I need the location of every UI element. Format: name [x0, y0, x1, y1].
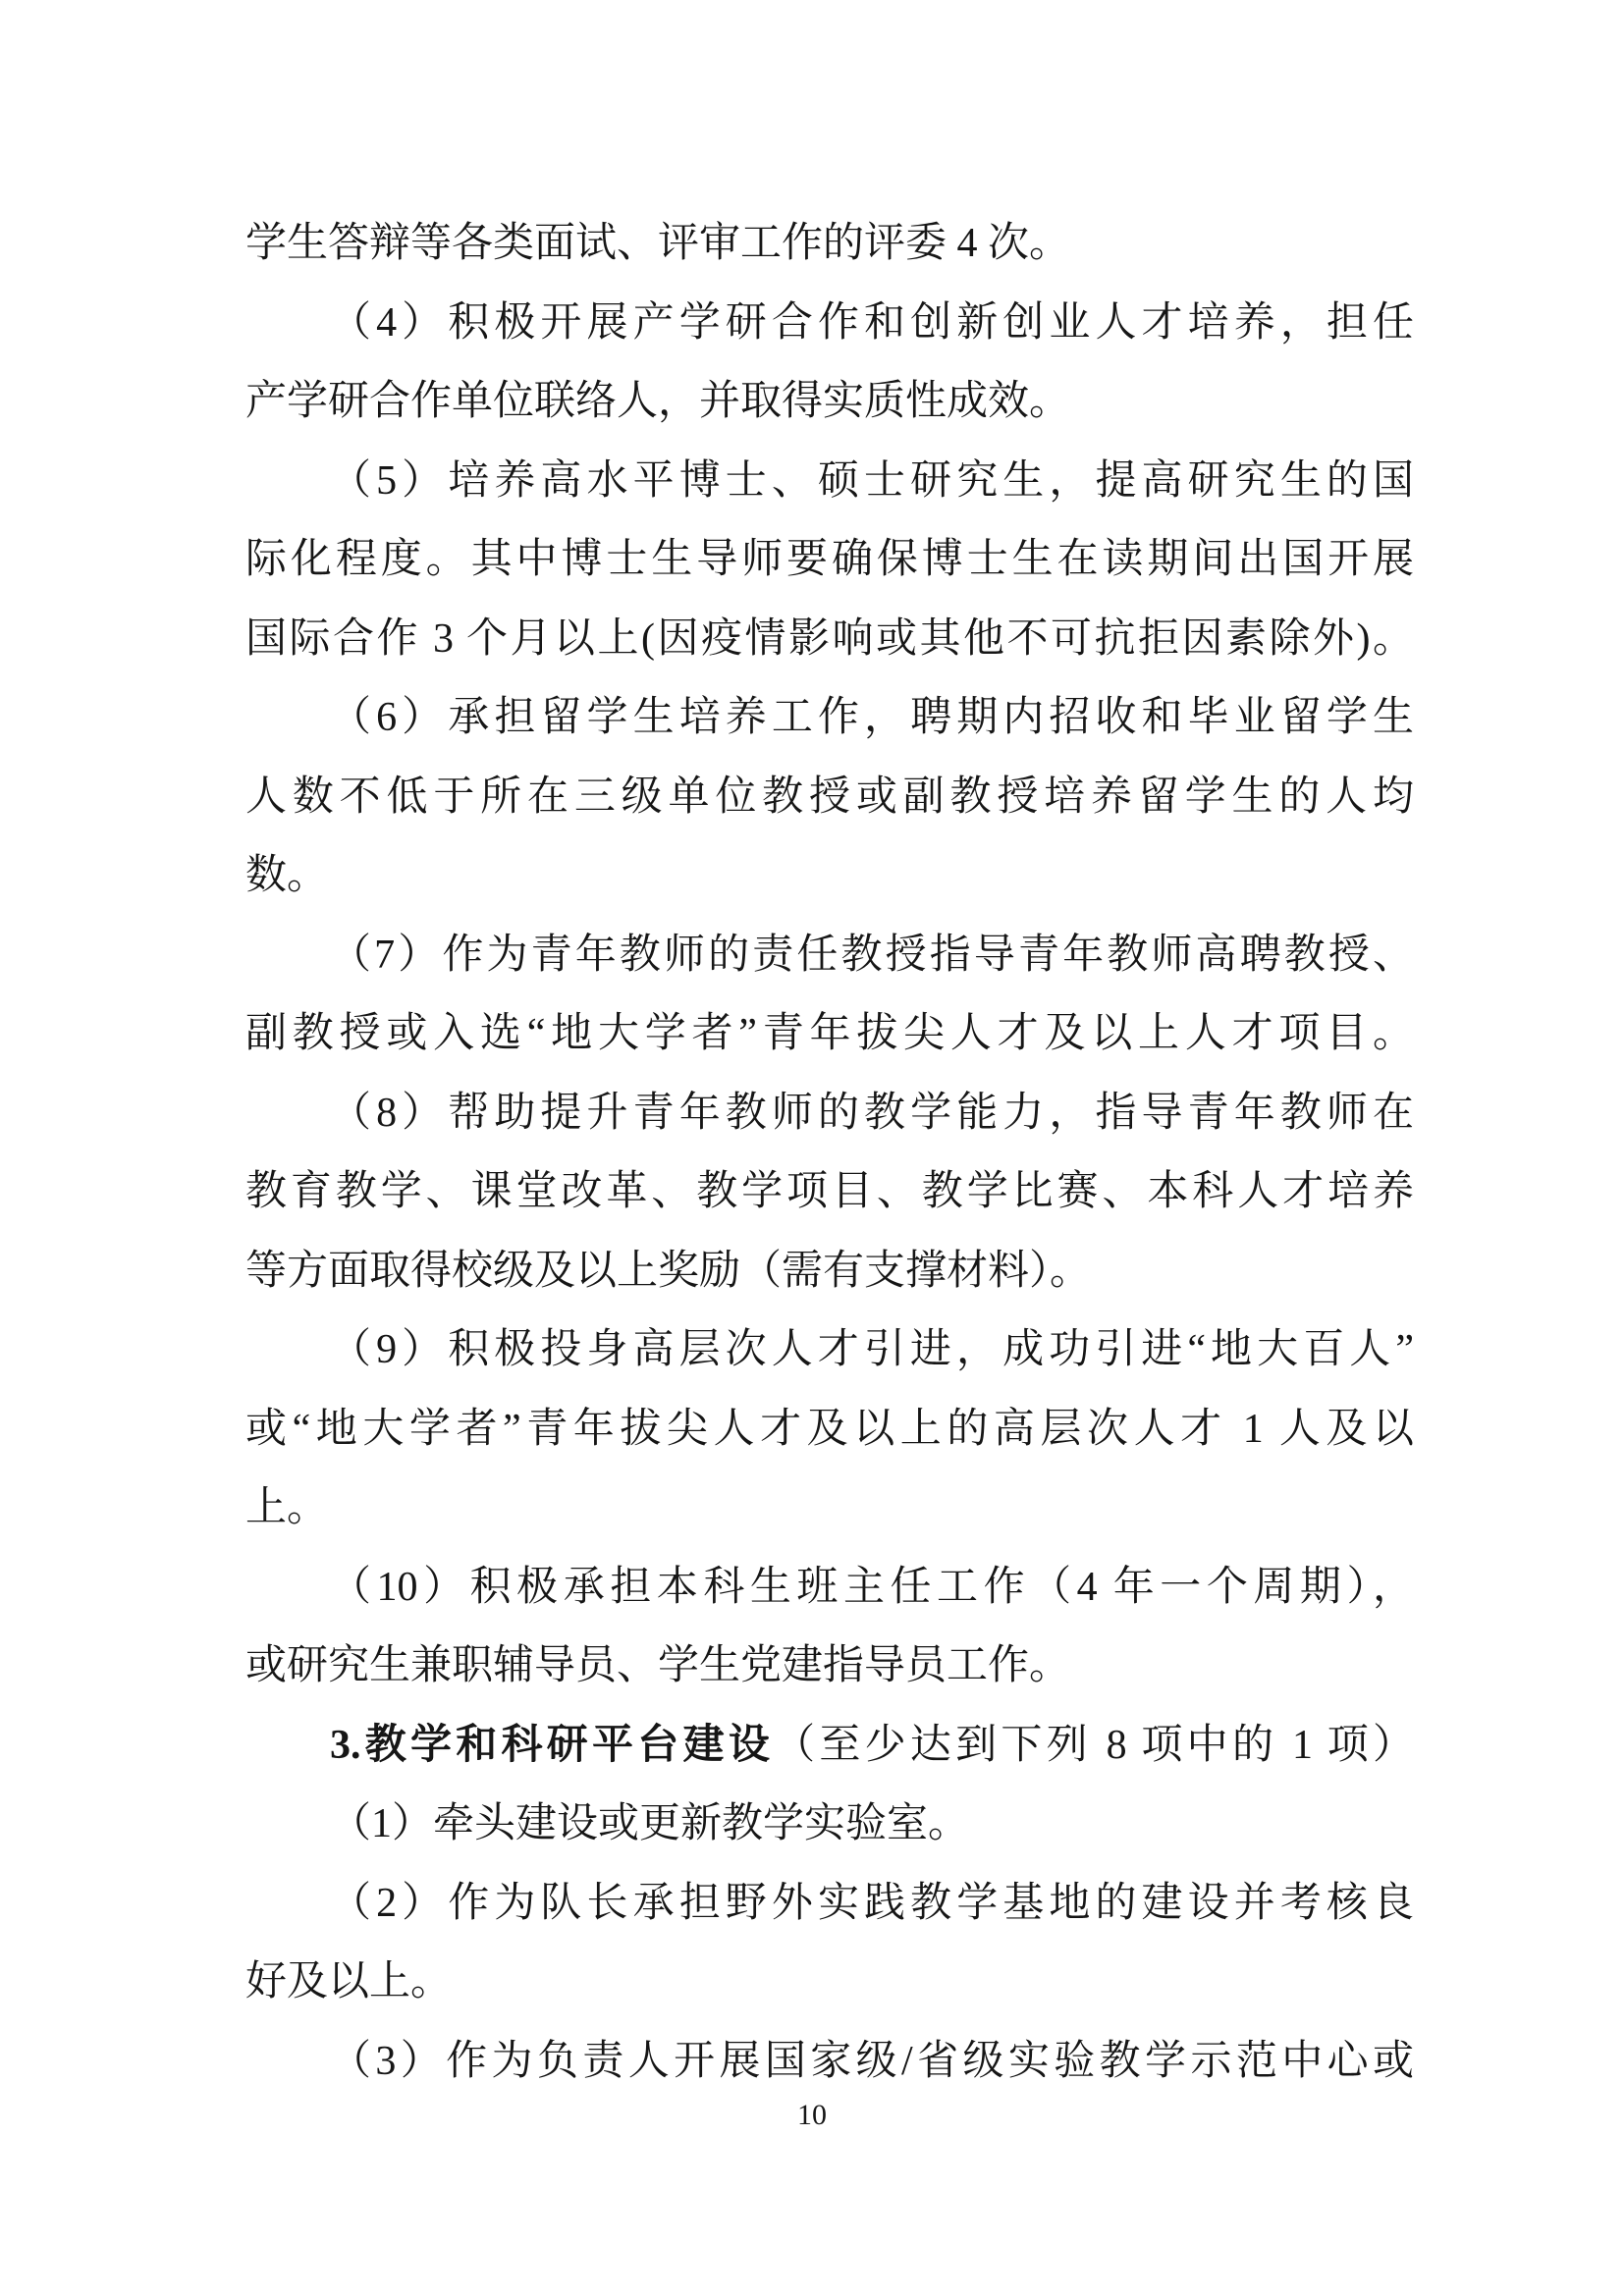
text-line	[245, 994, 1414, 1074]
text-line	[245, 758, 1414, 837]
page-number: 10	[797, 2099, 827, 2131]
text-segment: （3）作为负责人开展国家级/省级实验教学示范中心或	[330, 2038, 1414, 2084]
text-line	[245, 1864, 1414, 1944]
document-body	[245, 204, 1414, 2101]
text-line	[245, 2022, 1414, 2102]
text-line	[245, 1627, 1414, 1706]
text-segment: （6）承担留学生培养工作，聘期内招收和毕业留学生	[330, 695, 1414, 740]
text-line	[245, 284, 1414, 363]
text-line	[245, 1943, 1414, 2022]
text-segment: （10）积极承担本科生班主任工作（4 年一个周期），	[330, 1564, 1414, 1610]
text-segment: （1）牵头建设或更新教学实验室。	[330, 1801, 970, 1846]
text-line	[245, 1785, 1414, 1864]
text-segment: 数。	[245, 853, 329, 898]
text-line	[245, 1152, 1414, 1232]
text-segment: （5）培养高水平博士、硕士研究生，提高研究生的国	[330, 457, 1414, 504]
text-line	[245, 1468, 1414, 1548]
text-line	[245, 678, 1414, 758]
text-line	[245, 362, 1414, 442]
text-segment: 国际合作 3 个月以上(因疫情影响或其他不可抗拒因素除外)。	[245, 615, 1414, 662]
text-line	[245, 1074, 1414, 1153]
text-segment: 等方面取得校级及以上奖励（需有支撑材料）。	[245, 1248, 1092, 1294]
text-line	[245, 1310, 1414, 1390]
text-segment: （2）作为队长承担野外实践教学基地的建设并考核良	[330, 1880, 1414, 1926]
text-segment: 或研究生兼职辅导员、学生党建指导员工作。	[245, 1643, 1071, 1688]
text-segment: （至少达到下列 8 项中的 1 项）	[774, 1722, 1414, 1768]
text-segment: 副教授或入选“地大学者”青年拔尖人才及以上人才项目。	[245, 1011, 1414, 1056]
text-segment: 人数不低于所在三级单位教授或副教授培养留学生的人均	[245, 774, 1414, 820]
section-heading: 3.教学和科研平台建设	[330, 1722, 775, 1768]
text-line	[245, 1548, 1414, 1628]
text-line	[245, 520, 1414, 600]
text-line	[245, 204, 1414, 284]
text-segment: 产学研合作单位联络人，并取得实质性成效。	[245, 379, 1071, 424]
text-line	[245, 442, 1414, 521]
text-segment: 际化程度。其中博士生导师要确保博士生在读期间出国开展	[245, 537, 1414, 582]
text-line	[245, 916, 1414, 995]
text-line	[245, 600, 1414, 679]
text-segment: （9）积极投身高层次人才引进，成功引进“地大百人”	[330, 1327, 1414, 1372]
text-line	[245, 1390, 1414, 1469]
text-segment: 好及以上。	[245, 1959, 453, 2004]
text-segment: 上。	[245, 1485, 329, 1530]
text-segment: （8）帮助提升青年教师的教学能力，指导青年教师在	[330, 1090, 1414, 1136]
text-segment: （7）作为青年教师的责任教授指导青年教师高聘教授、	[330, 932, 1414, 978]
text-line	[245, 836, 1414, 916]
text-segment: 教育教学、课堂改革、教学项目、教学比赛、本科人才培养	[245, 1169, 1414, 1214]
text-line	[245, 1706, 1414, 1786]
text-segment: 学生答辩等各类面试、评审工作的评委 4 次。	[245, 221, 1071, 266]
text-segment: （4）积极开展产学研合作和创新创业人才培养，担任	[330, 299, 1414, 346]
text-line	[245, 1232, 1414, 1311]
text-segment: 或“地大学者”青年拔尖人才及以上的高层次人才 1 人及以	[245, 1406, 1414, 1452]
